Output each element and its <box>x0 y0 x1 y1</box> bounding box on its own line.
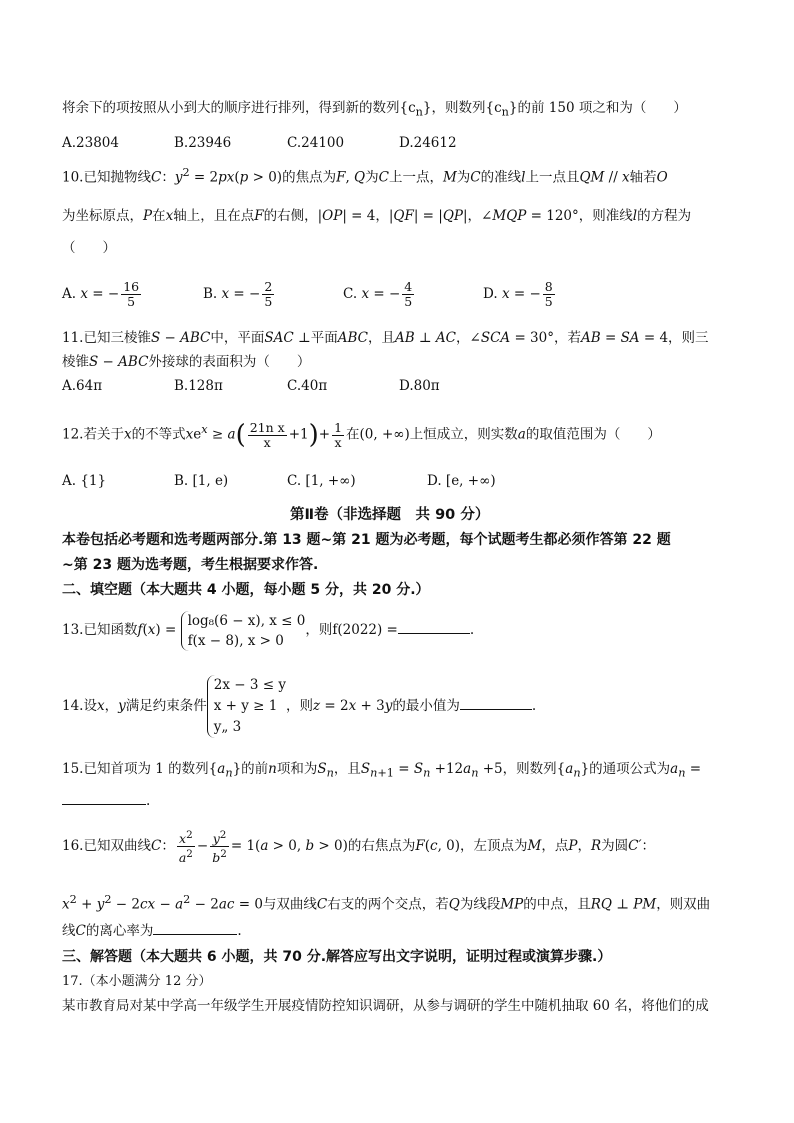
q13: 13.已知函数f(x) = log₈(6 − x), x ≤ 0 f(x − 8), x > 0 ，则f(2022) = . <box>62 612 475 649</box>
section-fill-in-heading: 二、填空题（本大题共 4 小题，每小题 5 分，共 20 分.） <box>62 582 430 598</box>
q9-continuation: 将余下的项按照从小到大的顺序进行排列，得到新的数列$\{c_n\}$，则数列$\{c_n\}$的前 150 项之和为（ ） <box>62 100 687 119</box>
q9-option-b[interactable]: B.23946 <box>174 135 232 151</box>
q16-line2: $x^2 + y^2 - 2cx - a^2 - 2ac = 0$与双曲线C右支的两个交点，若Q为线段MP的中点，且RQ ⊥ PM，则双曲 <box>62 893 711 913</box>
q11-line2: 棱锥S − ABC外接球的表面积为（ ） <box>62 354 311 370</box>
q9-option-a[interactable]: A.23804 <box>62 135 119 151</box>
part2-desc-1: 本卷包括必考题和选考题两部分.第 13 题~第 21 题为必考题，每个试题考生都必须作答第 22 题 <box>62 532 671 548</box>
q12-option-a[interactable]: A. {1} <box>62 473 107 489</box>
q14-constraints: 2x − 3 ≤ y x + y ≥ 1 y„ 3 <box>207 675 286 738</box>
part2-desc-2: ~第 23 题为选考题，考生根据要求作答. <box>62 557 319 573</box>
q10-line1: 10.已知抛物线C：$y^2 = 2px(p > 0)$的焦点为F, Q为C上一点，M为C的准线l上一点且QM // x轴若O <box>62 166 668 186</box>
q17-text: 某市教育局对某中学高一年级学生开展疫情防控知识调研，从参与调研的学生中随机抽取 60 名，将他们的成 <box>62 998 709 1014</box>
q9-option-c[interactable]: C.24100 <box>287 135 345 151</box>
q11-option-b[interactable]: B.128π <box>174 378 223 394</box>
q10-line2: 为坐标原点，P在x轴上，且在点F的右侧，|OP| = 4，|QF| = |QP|，∠MQP = 120°，则准线l的方程为 <box>62 208 692 224</box>
q11-line1: 11.已知三棱锥S − ABC中，平面SAC ⊥平面ABC，且AB ⊥ AC，∠SCA = 30°，若AB = SA = 4，则三 <box>62 330 709 346</box>
q17-heading: 17.（本小题满分 12 分） <box>62 974 212 989</box>
section-solution-heading: 三、解答题（本大题共 6 小题，共 70 分.解答应写出文字说明，证明过程或演算步骤.） <box>62 949 612 965</box>
q16-line1: 16.已知双曲线C： $\frac{x^2}{a^2}$ − $\frac{y^2}{b^2}$ = 1(a > 0, b > 0)的右焦点为F(c, 0)，左顶点为M，点P，R为圆C′： <box>62 828 656 866</box>
q15-answer-blank[interactable] <box>62 790 146 805</box>
q13-answer-blank[interactable] <box>398 619 470 634</box>
q15-line2: . <box>62 790 738 811</box>
q14: 14.设x，y满足约束条件 2x − 3 ≤ y x + y ≥ 1 y„ 3 ，则z = 2x + 3y的最小值为 . <box>62 674 738 738</box>
q11-option-c[interactable]: C.40π <box>287 378 328 394</box>
cn-seq: $\{c_n\}$ <box>399 100 432 119</box>
q10-option-c[interactable]: C. x = − $\frac{4}{5}$ <box>343 279 413 309</box>
q10-option-a[interactable]: A. x = − $\frac{16}{5}$ <box>62 279 140 309</box>
q12-option-b[interactable]: B. [1, e) <box>174 473 229 489</box>
q11-option-a[interactable]: A.64π <box>62 378 103 394</box>
q11-option-d[interactable]: D.80π <box>399 378 440 394</box>
q12-option-c[interactable]: C. [1, +∞) <box>287 473 356 489</box>
q15-line1: 15.已知首项为 1 的数列$\{a_n\}$的前n项和为$S_n$，且$S_{n+1} = S_n +12a_n +5$，则数列$\{a_n\}$的通项公式为$a_n$ = <box>62 761 702 780</box>
part2-title: 第Ⅱ卷（非选择题 共 90 分） <box>290 507 490 523</box>
q13-piecewise: log₈(6 − x), x ≤ 0 f(x − 8), x > 0 <box>181 611 306 651</box>
q10-option-d[interactable]: D. x = − $\frac{8}{5}$ <box>483 279 553 309</box>
q10-line3: （ ） <box>62 240 116 256</box>
q10-option-b[interactable]: B. x = − $\frac{2}{5}$ <box>203 279 273 309</box>
q12-stem: 12.若关于x的不等式$xe^x \ge a$( $\frac{\text{21n x}}{x}$ +1)+ $\frac{1}{x}$ 在(0, +∞)上恒成立，则实数a的取值范围为（ ） <box>62 419 661 450</box>
q16-line3: 线C的离心率为 . <box>62 920 738 941</box>
q16-answer-blank[interactable] <box>153 920 237 935</box>
q12-option-d[interactable]: D. [e, +∞) <box>427 473 496 489</box>
q9-option-d[interactable]: D.24612 <box>399 135 457 151</box>
q14-answer-blank[interactable] <box>460 695 532 710</box>
